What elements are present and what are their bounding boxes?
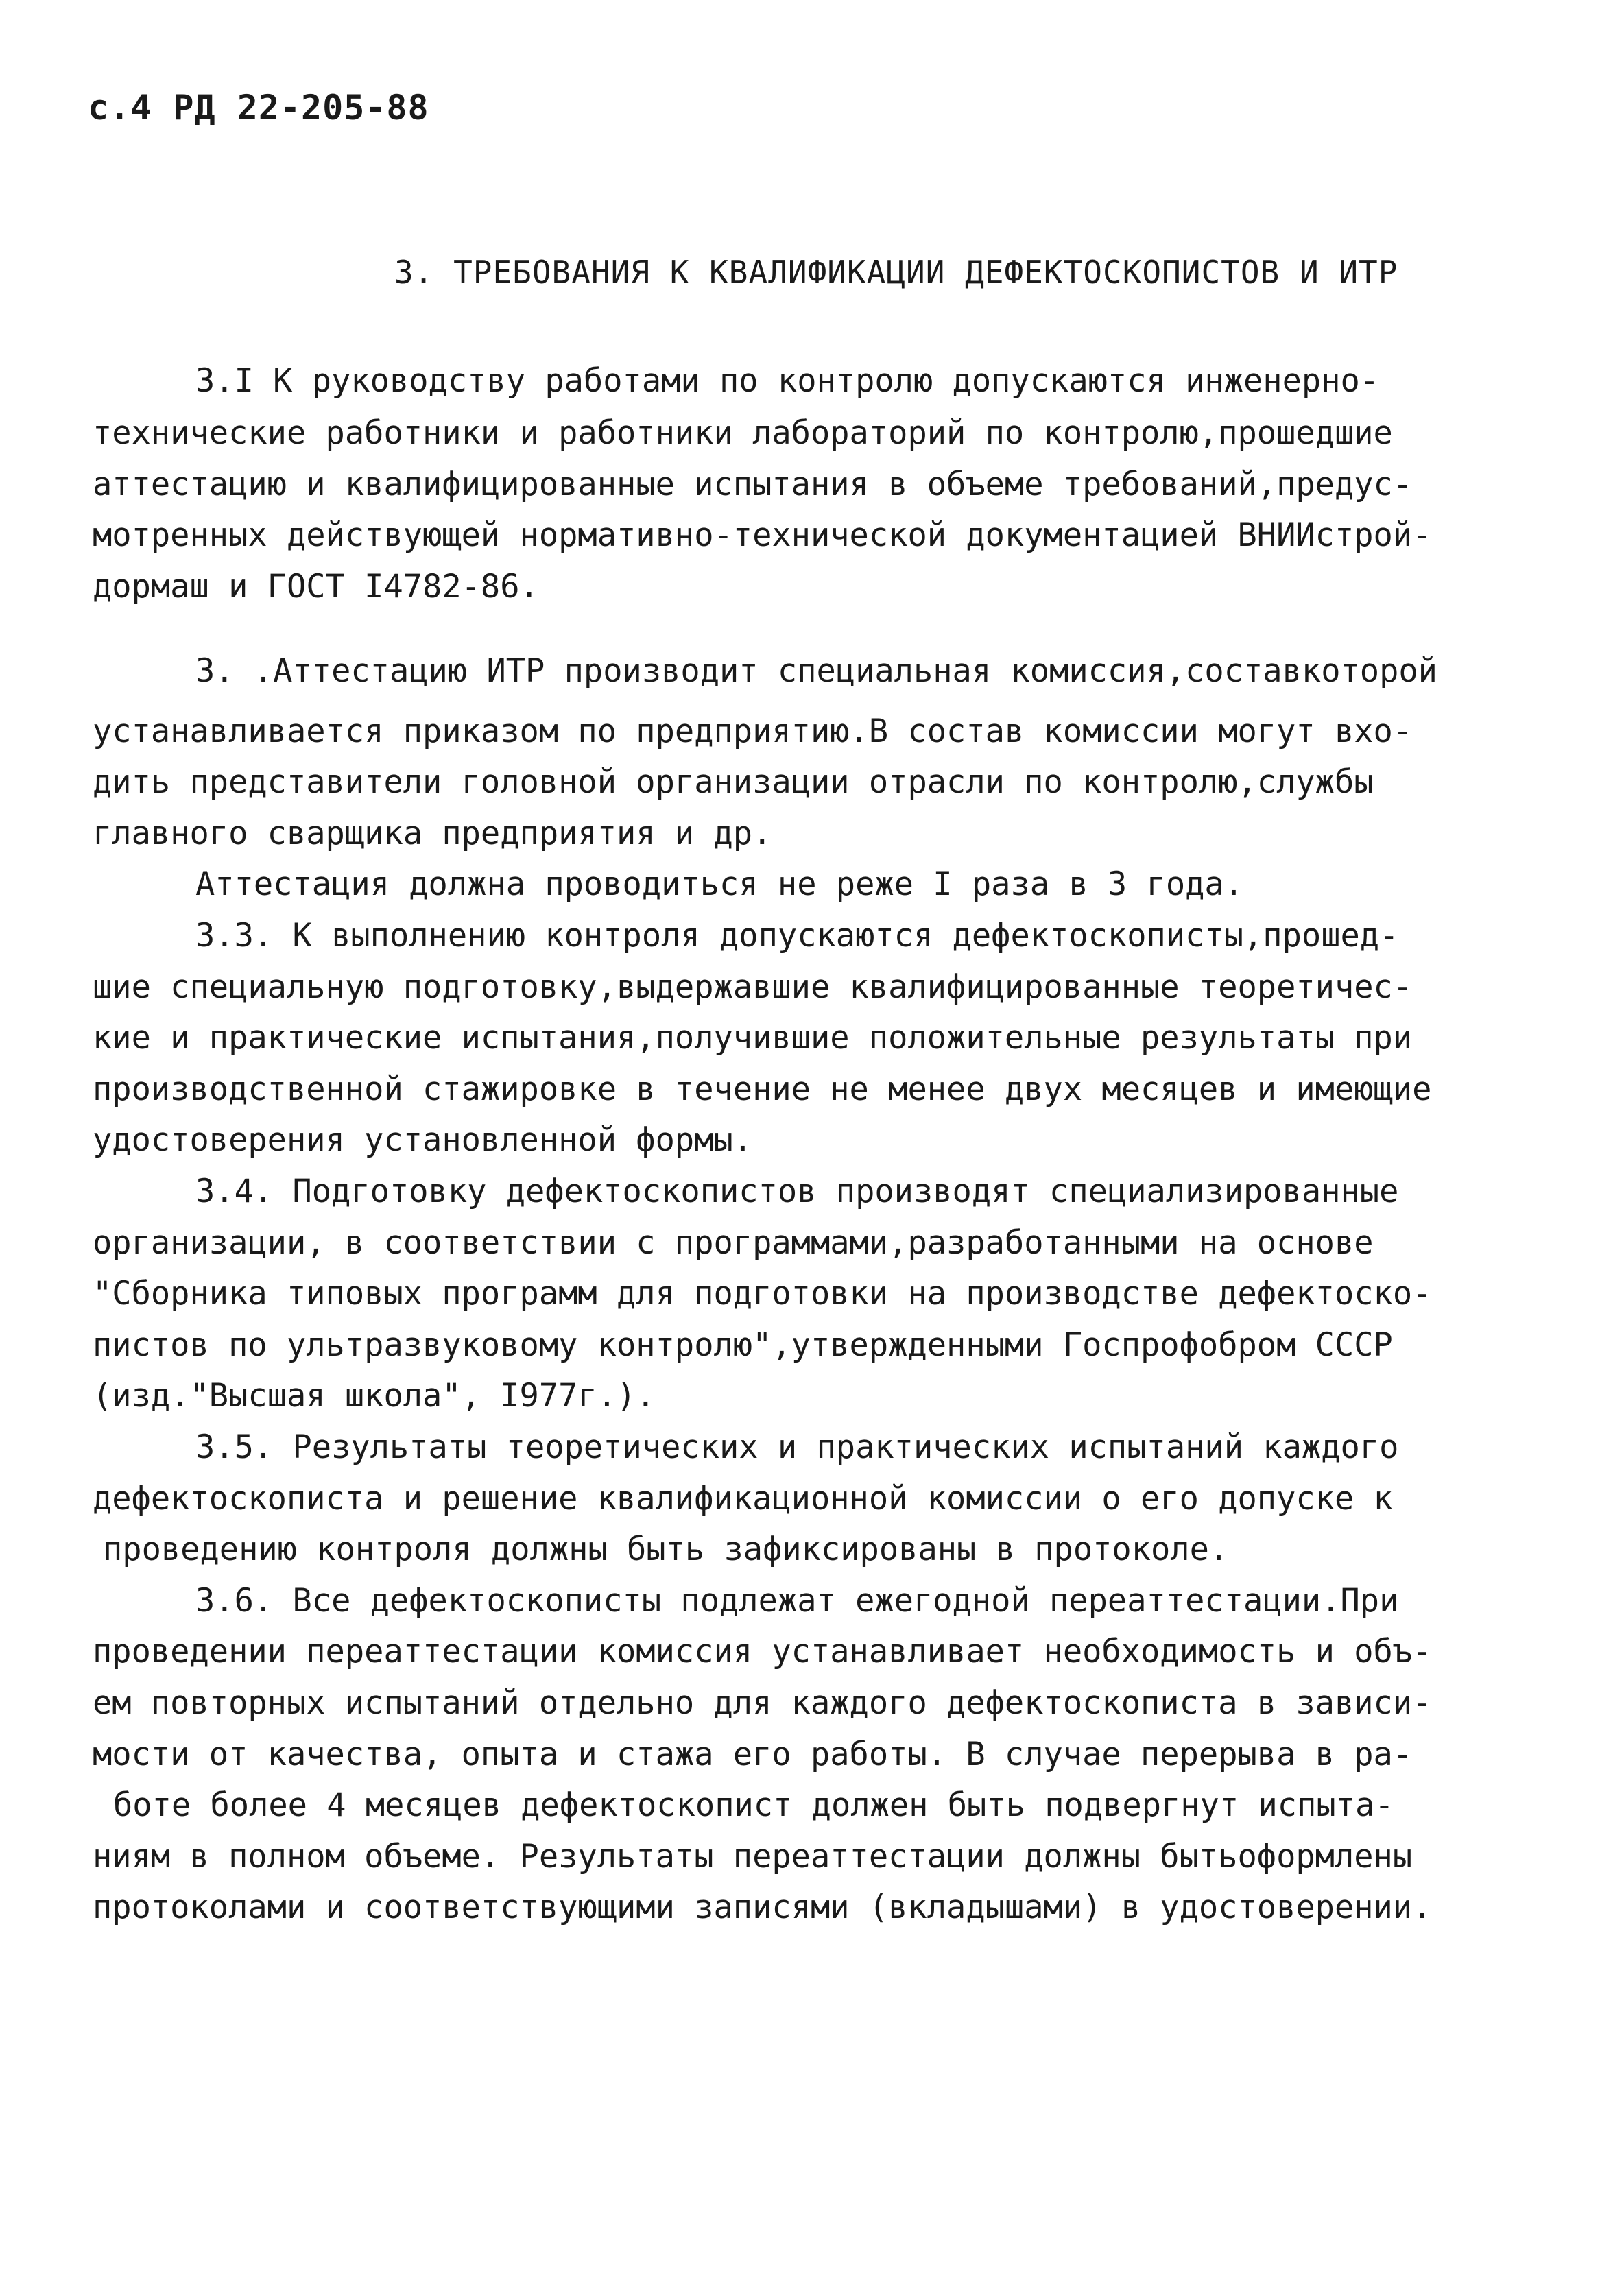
text-line: ем повторных испытаний отдельно для каждого дефектоскописта в зависи- [93,1684,1432,1722]
text-line: шие специальную подготовку,выдержавшие квалифицированные теоретичес- [93,968,1413,1006]
text-line: производственной стажировке в течение не менее двух месяцев и имеющие [93,1070,1432,1108]
text-line: боте более 4 месяцев дефектоскопист должен быть подвергнут испыта- [113,1786,1394,1824]
text-line: "Сборника типовых программ для подготовки на производстве дефектоско- [93,1275,1432,1312]
text-line: дормаш и ГОСТ I4782-86. [93,568,539,606]
section-title: 3. ТРЕБОВАНИЯ К КВАЛИФИКАЦИИ ДЕФЕКТОСКОПИСТОВ И ИТР [394,254,1398,291]
text-line: 3.3. К выполнению контроля допускаются дефектоскописты,прошед- [195,917,1399,955]
text-line: технические работники и работники лабораторий по контролю,прошедшие [93,414,1393,452]
text-line: 3.I К руководству работами по контролю допускаются инженерно- [195,362,1380,400]
text-line: протоколами и соответствующими записями (вкладышами) в удостоверении. [93,1889,1432,1926]
text-line: мости от качества, опыта и стажа его работы. В случае перерыва в ра- [93,1736,1413,1773]
page-header: с.4 РД 22-205-88 [88,88,429,128]
text-line: кие и практические испытания,получившие положительные результаты при [93,1019,1413,1057]
text-line: 3.5. Результаты теоретических и практических испытаний каждого [195,1428,1399,1466]
text-line: аттестацию и квалифицированные испытания в объеме требований,предус- [93,466,1413,503]
text-line: ниям в полном объеме. Результаты переаттестации должны бытьоформлены [93,1838,1413,1875]
text-line: дефектоскописта и решение квалификационной комиссии о его допуске к [93,1480,1393,1518]
text-line: проведении переаттестации комиссия устанавливает необходимость и объ- [93,1633,1432,1670]
text-line: Аттестация должна проводиться не реже I раза в 3 года. [195,865,1244,903]
text-line: удостоверения установленной формы. [93,1121,753,1159]
text-line: мотренных действующей нормативно-технической документацией ВНИИстрой- [93,516,1432,554]
text-line: дить представители головной организации отрасли по контролю,службы [93,763,1374,801]
text-line: организации, в соответствии с программами,разработанными на основе [93,1224,1374,1262]
text-line: главного сварщика предприятия и др. [93,815,772,852]
text-line: 3.6. Все дефектоскописты подлежат ежегодной переаттестации.При [195,1582,1399,1620]
text-line: пистов по ультразвуковому контролю",утвержденными Госпрофобром СССР [93,1326,1393,1364]
text-line: устанавливается приказом по предприятию.В состав комиссии могут вхо- [93,712,1413,750]
text-line: 3.4. Подготовку дефектоскопистов производят специализированные [195,1173,1399,1210]
text-line: 3. .Аттестацию ИТР производит специальная комиссия,составкоторой [195,652,1437,690]
text-line: проведению контроля должны быть зафиксированы в протоколе. [103,1531,1229,1568]
text-line: (изд."Высшая школа", I977г.). [93,1377,656,1415]
